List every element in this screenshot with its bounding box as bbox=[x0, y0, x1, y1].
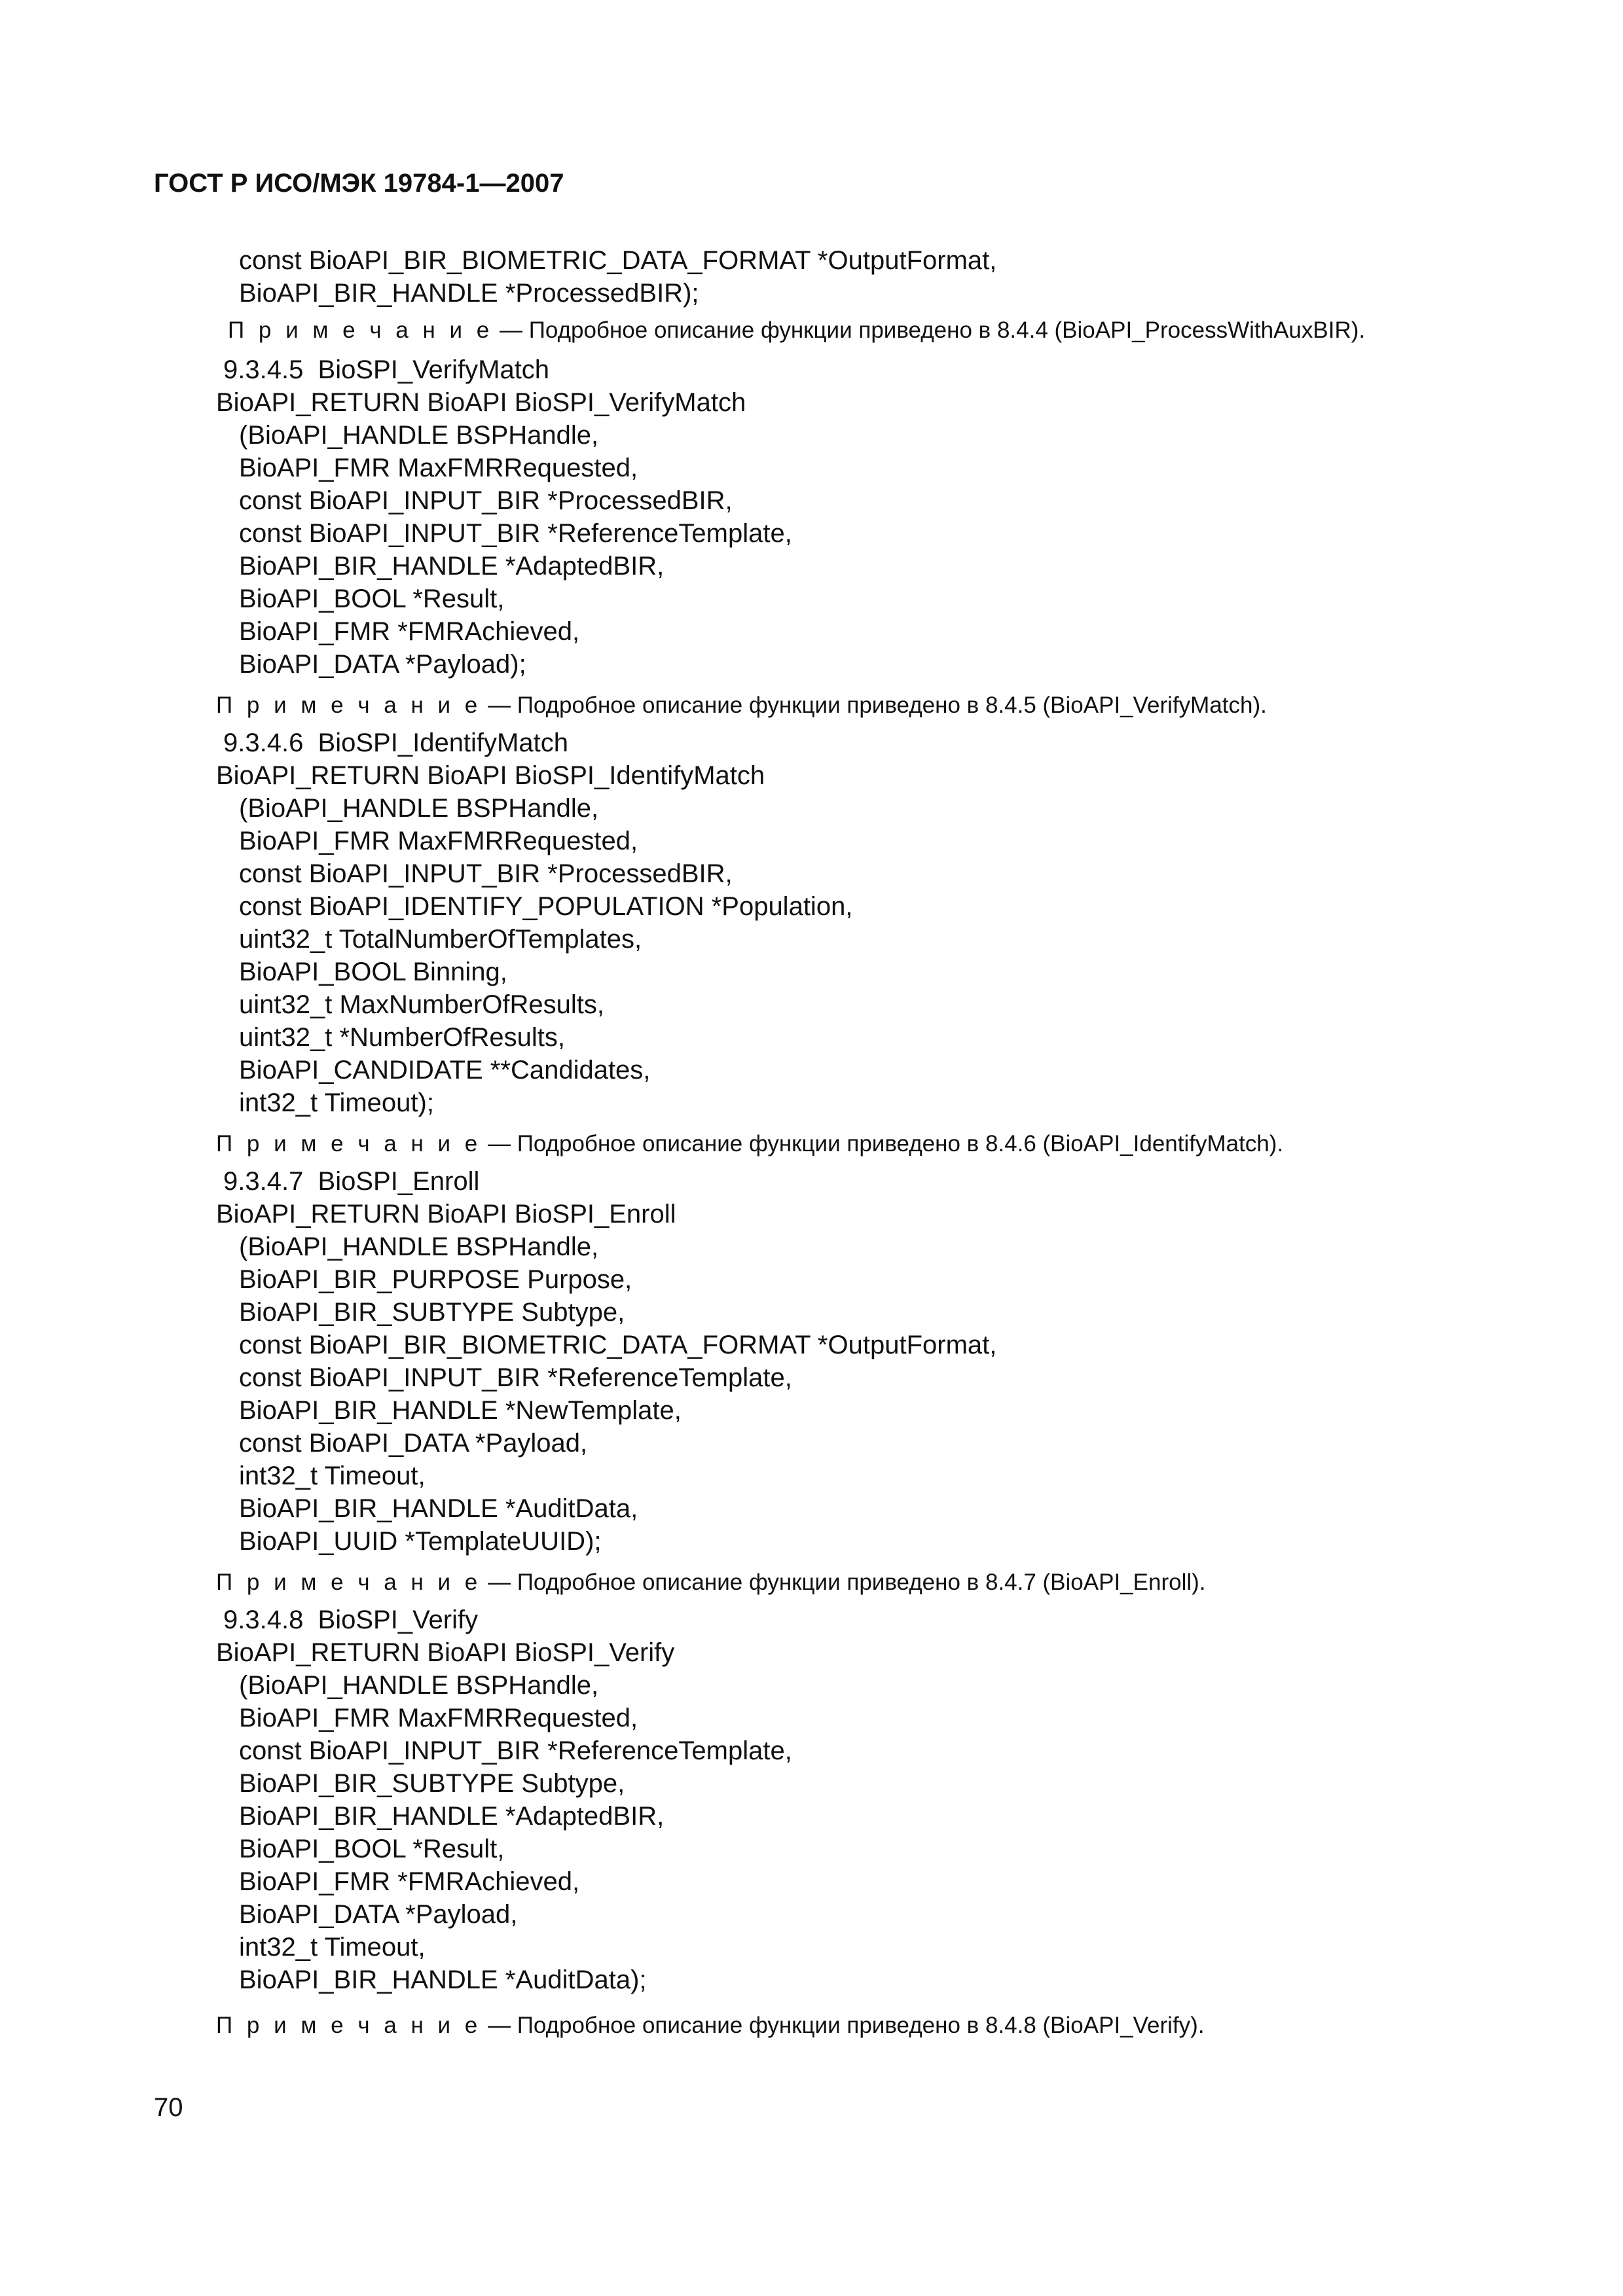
parameter-line: int32_t Timeout, bbox=[239, 1462, 426, 1490]
parameter-line: BioAPI_BOOL Binning, bbox=[239, 958, 507, 986]
section-heading: 9.3.4.8 BioSPI_Verify bbox=[223, 1605, 479, 1634]
parameter-line: BioAPI_BIR_HANDLE *AdaptedBIR, bbox=[239, 1802, 665, 1831]
function-signature-line: BioAPI_RETURN BioAPI BioSPI_Verify bbox=[216, 1638, 675, 1667]
parameter-line: BioAPI_BIR_SUBTYPE Subtype, bbox=[239, 1298, 625, 1327]
note-text: — Подробное описание функции приведено в 8.4.5 (BioAPI_VerifyMatch). bbox=[481, 692, 1267, 718]
note-label: П р и м е ч а н и е bbox=[216, 2013, 482, 2038]
parameter-line: BioAPI_UUID *TemplateUUID); bbox=[239, 1527, 602, 1556]
note-line bbox=[216, 1128, 1283, 1160]
parameter-line: const BioAPI_INPUT_BIR *ReferenceTemplate, bbox=[239, 519, 792, 548]
parameter-line: (BioAPI_HANDLE BSPHandle, bbox=[239, 421, 599, 450]
parameter-line: BioAPI_BOOL *Result, bbox=[239, 1835, 505, 1863]
parameter-line: BioAPI_FMR *FMRAchieved, bbox=[239, 1867, 580, 1896]
parameter-line: BioAPI_BOOL *Result, bbox=[239, 584, 505, 613]
parameter-line: int32_t Timeout, bbox=[239, 1933, 426, 1962]
note-label: П р и м е ч а н и е bbox=[228, 317, 494, 343]
parameter-line: BioAPI_BIR_HANDLE *ProcessedBIR); bbox=[239, 279, 699, 308]
parameter-line: const BioAPI_IDENTIFY_POPULATION *Population, bbox=[239, 892, 853, 921]
function-signature-line: BioAPI_RETURN BioAPI BioSPI_VerifyMatch bbox=[216, 388, 746, 417]
parameter-line: const BioAPI_BIR_BIOMETRIC_DATA_FORMAT *OutputFormat, bbox=[239, 1331, 997, 1359]
function-signature-line: BioAPI_RETURN BioAPI BioSPI_IdentifyMatch bbox=[216, 761, 765, 790]
parameter-line: const BioAPI_INPUT_BIR *ProcessedBIR, bbox=[239, 486, 733, 515]
note-line bbox=[216, 2009, 1205, 2042]
parameter-line: (BioAPI_HANDLE BSPHandle, bbox=[239, 794, 599, 823]
note-label: П р и м е ч а н и е bbox=[216, 1570, 482, 1595]
section-heading: 9.3.4.7 BioSPI_Enroll bbox=[223, 1167, 480, 1196]
section-heading: 9.3.4.5 BioSPI_VerifyMatch bbox=[223, 355, 550, 384]
parameter-line: BioAPI_FMR MaxFMRRequested, bbox=[239, 454, 638, 482]
parameter-line: BioAPI_BIR_SUBTYPE Subtype, bbox=[239, 1769, 625, 1798]
note-label: П р и м е ч а н и е bbox=[216, 1131, 482, 1157]
parameter-line: BioAPI_BIR_HANDLE *NewTemplate, bbox=[239, 1396, 682, 1425]
note-line bbox=[216, 689, 1267, 722]
parameter-line: (BioAPI_HANDLE BSPHandle, bbox=[239, 1232, 599, 1261]
parameter-line: BioAPI_FMR MaxFMRRequested, bbox=[239, 827, 638, 855]
note-label: П р и м е ч а н и е bbox=[216, 692, 482, 718]
parameter-line: BioAPI_FMR *FMRAchieved, bbox=[239, 617, 580, 646]
section-heading: 9.3.4.6 BioSPI_IdentifyMatch bbox=[223, 728, 568, 757]
standard-designation: ГОСТ Р ИСО/МЭК 19784-1—2007 bbox=[154, 169, 564, 198]
parameter-line: const BioAPI_INPUT_BIR *ReferenceTemplate, bbox=[239, 1736, 792, 1765]
parameter-line: const BioAPI_BIR_BIOMETRIC_DATA_FORMAT *OutputFormat, bbox=[239, 246, 997, 275]
note-text: — Подробное описание функции приведено в 8.4.4 (BioAPI_ProcessWithAuxBIR). bbox=[493, 317, 1366, 343]
note-text: — Подробное описание функции приведено в 8.4.7 (BioAPI_Enroll). bbox=[481, 1570, 1206, 1595]
parameter-line: const BioAPI_INPUT_BIR *ReferenceTemplate, bbox=[239, 1363, 792, 1392]
parameter-line: const BioAPI_INPUT_BIR *ProcessedBIR, bbox=[239, 859, 733, 888]
parameter-line: uint32_t *NumberOfResults, bbox=[239, 1023, 566, 1052]
note-line bbox=[216, 1566, 1206, 1599]
note-text: — Подробное описание функции приведено в 8.4.6 (BioAPI_IdentifyMatch). bbox=[481, 1131, 1284, 1157]
parameter-line: BioAPI_BIR_HANDLE *AdaptedBIR, bbox=[239, 552, 665, 581]
function-signature-line: BioAPI_RETURN BioAPI BioSPI_Enroll bbox=[216, 1200, 676, 1229]
parameter-line: uint32_t TotalNumberOfTemplates, bbox=[239, 925, 642, 954]
parameter-line: uint32_t MaxNumberOfResults, bbox=[239, 990, 605, 1019]
parameter-line: int32_t Timeout); bbox=[239, 1088, 434, 1117]
parameter-line: const BioAPI_DATA *Payload, bbox=[239, 1429, 588, 1458]
note-line bbox=[228, 314, 1365, 347]
parameter-line: BioAPI_BIR_PURPOSE Purpose, bbox=[239, 1265, 632, 1294]
parameter-line: (BioAPI_HANDLE BSPHandle, bbox=[239, 1671, 599, 1700]
page-number: 70 bbox=[154, 2093, 183, 2122]
parameter-line: BioAPI_BIR_HANDLE *AuditData); bbox=[239, 1965, 647, 1994]
parameter-line: BioAPI_DATA *Payload); bbox=[239, 650, 526, 679]
parameter-line: BioAPI_CANDIDATE **Candidates, bbox=[239, 1056, 651, 1085]
parameter-line: BioAPI_BIR_HANDLE *AuditData, bbox=[239, 1494, 638, 1523]
note-text: — Подробное описание функции приведено в 8.4.8 (BioAPI_Verify). bbox=[481, 2013, 1205, 2038]
parameter-line: BioAPI_FMR MaxFMRRequested, bbox=[239, 1704, 638, 1732]
parameter-line: BioAPI_DATA *Payload, bbox=[239, 1900, 518, 1929]
